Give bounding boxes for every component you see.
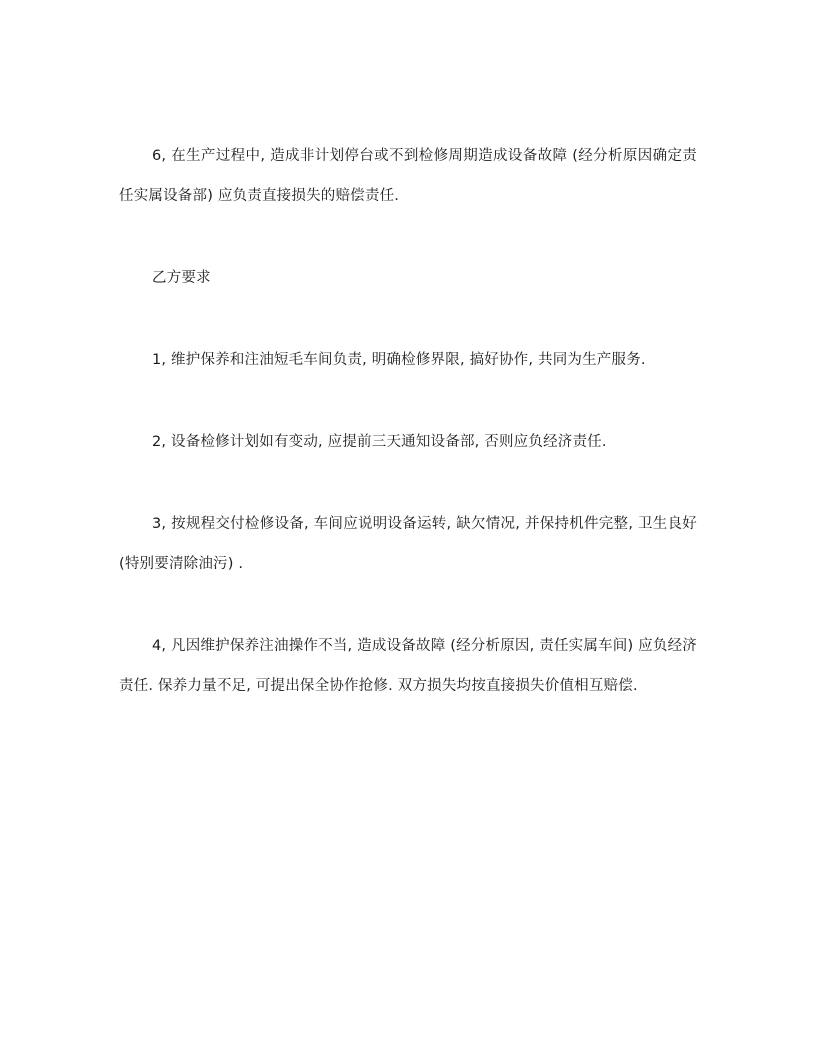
paragraph-requirement-3: 3, 按规程交付检修设备, 车间应说明设备运转, 缺欠情况, 并保持机件完整, 卫生良好 (特别要清除油污) .	[119, 516, 697, 572]
paragraph-spacer	[119, 216, 697, 258]
paragraph-spacer	[119, 462, 697, 504]
paragraph-requirement-4: 4, 凡因维护保养注油操作不当, 造成设备故障 (经分析原因, 责任实属车间) 应负经济责任. 保养力量不足, 可提出保全协作抢修. 双方损失均按直接损失价值相互赔偿.	[119, 638, 697, 694]
paragraph-requirement-1: 1, 维护保养和注油短毛车间负责, 明确检修界限, 搞好协作, 共同为生产服务.	[152, 352, 646, 368]
paragraph-spacer	[119, 380, 697, 422]
section-heading-party-b: 乙方要求	[152, 270, 211, 286]
paragraph-spacer	[119, 298, 697, 340]
paragraph-clause-6: 6, 在生产过程中, 造成非计划停台或不到检修周期造成设备故障 (经分析原因确定责任实属设备部) 应负责直接损失的赔偿责任.	[119, 148, 697, 204]
document-body	[119, 136, 697, 706]
paragraph-requirement-2: 2, 设备检修计划如有变动, 应提前三天通知设备部, 否则应负经济责任.	[152, 434, 607, 450]
paragraph-spacer	[119, 584, 697, 626]
